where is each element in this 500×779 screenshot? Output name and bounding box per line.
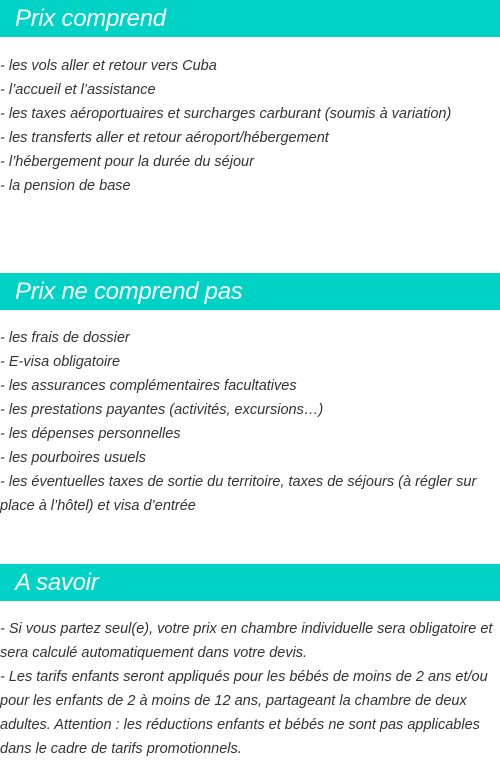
section-title-price-includes: Prix comprend [0,0,500,37]
excluded-items-list [0,326,500,518]
list-item: - E-visa obligatoire [0,354,121,370]
section-price-includes [0,0,500,198]
list-item: - les prestations payantes (activités, excursions…) [0,402,324,418]
list-item: - les pourboires usuels [0,450,146,466]
list-item: - Les tarifs enfants seront appliqués pour les bébés de moins de 2 ans et/ou pour les enfants de 2 à moins de 12 ans, partageant la chambre de deux adultes. Attention : les réductions enfants et bébés ne sont pas applicables dans le cadre de tarifs promotionnels. [0,669,488,757]
section-title-good-to-know: A savoir [0,564,500,601]
list-item: - la pension de base [0,178,131,194]
list-item: - l’hébergement pour la durée du séjour [0,154,254,170]
list-item: - les vols aller et retour vers Cuba [0,58,217,74]
list-item: - les taxes aéroportuaires et surcharges carburant (soumis à variation) [0,106,452,122]
section-good-to-know [0,564,500,761]
notes-list [0,617,500,761]
section-title-price-excludes: Prix ne comprend pas [0,273,500,310]
list-item: - les dépenses personnelles [0,426,181,442]
section-price-excludes [0,273,500,518]
list-item: - les assurances complémentaires facultatives [0,378,297,394]
list-item: - les transferts aller et retour aéroport/hébergement [0,130,329,146]
list-item: - l’accueil et l’assistance [0,82,156,98]
list-item: - les éventuelles taxes de sortie du territoire, taxes de séjours (à régler sur place à l’hôtel) et visa d’entrée [0,474,477,514]
list-item: - les frais de dossier [0,330,130,346]
list-item: - Si vous partez seul(e), votre prix en chambre individuelle sera obligatoire et sera calculé automatiquement dans votre devis. [0,621,493,661]
included-items-list [0,54,500,198]
